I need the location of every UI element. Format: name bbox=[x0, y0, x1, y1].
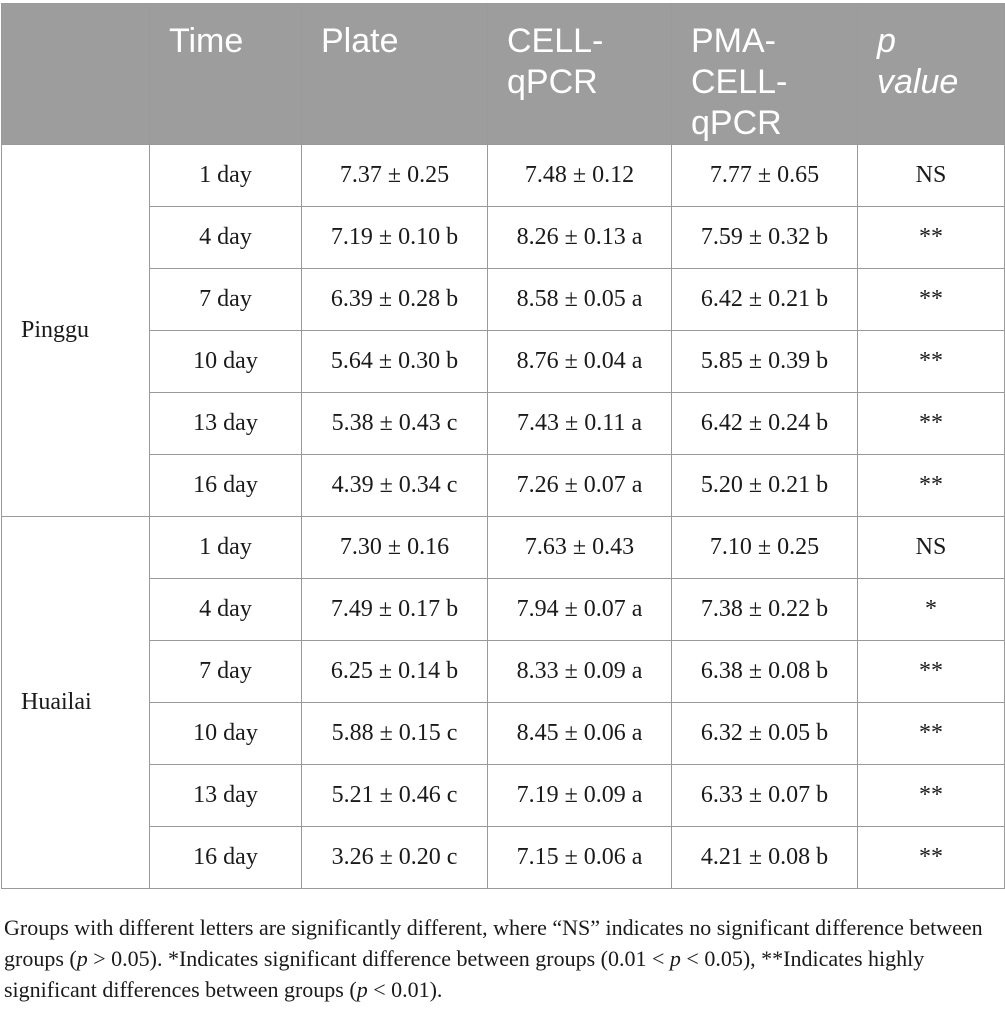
cell-p-value: NS bbox=[858, 145, 1005, 207]
cell-time: 1 day bbox=[150, 517, 302, 579]
table-row bbox=[2, 145, 1005, 207]
cell-pma-cell-qpcr: 7.59 ± 0.32 b bbox=[672, 207, 858, 269]
cell-location: Pinggu bbox=[2, 145, 150, 517]
cell-p-value: ** bbox=[858, 641, 1005, 703]
table-row bbox=[2, 827, 1005, 889]
table-row bbox=[2, 269, 1005, 331]
header-pma-line-3: qPCR bbox=[691, 104, 782, 142]
table-body bbox=[2, 145, 1005, 889]
cell-plate: 7.49 ± 0.17 b bbox=[302, 579, 488, 641]
footnote-text-4: < 0.01). bbox=[367, 977, 443, 1002]
table-row bbox=[2, 517, 1005, 579]
table-row bbox=[2, 765, 1005, 827]
cell-time: 1 day bbox=[150, 145, 302, 207]
footnote-text-1: Groups with different letters are significantly different, where “NS” indicates no significant difference between groups ( bbox=[4, 915, 983, 971]
cell-cell-qpcr: 8.26 ± 0.13 a bbox=[488, 207, 672, 269]
cell-time: 10 day bbox=[150, 331, 302, 393]
header-p-line-2: value bbox=[877, 63, 959, 101]
header-time: Time bbox=[150, 4, 302, 145]
cell-cell-qpcr: 7.19 ± 0.09 a bbox=[488, 765, 672, 827]
table-row bbox=[2, 455, 1005, 517]
header-cell-qpcr-line-1: CELL- bbox=[507, 22, 604, 60]
cell-plate: 5.88 ± 0.15 c bbox=[302, 703, 488, 765]
cell-pma-cell-qpcr: 4.21 ± 0.08 b bbox=[672, 827, 858, 889]
table-row bbox=[2, 393, 1005, 455]
header-p-value bbox=[858, 4, 1005, 145]
cell-cell-qpcr: 8.45 ± 0.06 a bbox=[488, 703, 672, 765]
cell-p-value: ** bbox=[858, 703, 1005, 765]
data-table bbox=[1, 3, 1005, 889]
cell-time: 4 day bbox=[150, 207, 302, 269]
header-cell-qpcr-line-2: qPCR bbox=[507, 63, 598, 101]
cell-p-value: ** bbox=[858, 765, 1005, 827]
cell-time: 16 day bbox=[150, 455, 302, 517]
header-p-line-1: p bbox=[877, 22, 896, 60]
cell-plate: 3.26 ± 0.20 c bbox=[302, 827, 488, 889]
footnote-p-symbol-3: p bbox=[356, 977, 368, 1002]
cell-cell-qpcr: 8.33 ± 0.09 a bbox=[488, 641, 672, 703]
header-pma-cell-qpcr bbox=[672, 4, 858, 145]
cell-cell-qpcr: 7.43 ± 0.11 a bbox=[488, 393, 672, 455]
header-location bbox=[2, 4, 150, 145]
footnote-p-symbol-2: p bbox=[669, 946, 681, 971]
table-row bbox=[2, 331, 1005, 393]
cell-p-value: ** bbox=[858, 393, 1005, 455]
cell-time: 10 day bbox=[150, 703, 302, 765]
cell-plate: 5.21 ± 0.46 c bbox=[302, 765, 488, 827]
table-row bbox=[2, 703, 1005, 765]
cell-time: 7 day bbox=[150, 641, 302, 703]
header-row bbox=[2, 4, 1005, 145]
header-cell-qpcr bbox=[488, 4, 672, 145]
cell-pma-cell-qpcr: 5.85 ± 0.39 b bbox=[672, 331, 858, 393]
cell-location: Huailai bbox=[2, 517, 150, 889]
cell-pma-cell-qpcr: 6.32 ± 0.05 b bbox=[672, 703, 858, 765]
header-pma-line-2: CELL- bbox=[691, 63, 788, 101]
cell-cell-qpcr: 7.26 ± 0.07 a bbox=[488, 455, 672, 517]
footnote-text-2: > 0.05). *Indicates significant difference between groups (0.01 < bbox=[87, 946, 670, 971]
footnote-p-symbol-1: p bbox=[76, 946, 88, 971]
table-row bbox=[2, 207, 1005, 269]
cell-plate: 7.19 ± 0.10 b bbox=[302, 207, 488, 269]
cell-plate: 7.37 ± 0.25 bbox=[302, 145, 488, 207]
cell-pma-cell-qpcr: 6.38 ± 0.08 b bbox=[672, 641, 858, 703]
footnote-text-3: < 0.05), **Indicates highly significant differences between groups ( bbox=[4, 946, 925, 1002]
cell-plate: 6.25 ± 0.14 b bbox=[302, 641, 488, 703]
cell-cell-qpcr: 8.76 ± 0.04 a bbox=[488, 331, 672, 393]
cell-cell-qpcr: 7.15 ± 0.06 a bbox=[488, 827, 672, 889]
cell-p-value: ** bbox=[858, 269, 1005, 331]
cell-time: 13 day bbox=[150, 393, 302, 455]
header-pma-line-1: PMA- bbox=[691, 22, 776, 60]
cell-time: 4 day bbox=[150, 579, 302, 641]
table-row bbox=[2, 579, 1005, 641]
cell-plate: 5.64 ± 0.30 b bbox=[302, 331, 488, 393]
cell-p-value: NS bbox=[858, 517, 1005, 579]
cell-pma-cell-qpcr: 6.33 ± 0.07 b bbox=[672, 765, 858, 827]
cell-pma-cell-qpcr: 7.77 ± 0.65 bbox=[672, 145, 858, 207]
cell-p-value: ** bbox=[858, 827, 1005, 889]
cell-plate: 4.39 ± 0.34 c bbox=[302, 455, 488, 517]
cell-time: 16 day bbox=[150, 827, 302, 889]
header-plate: Plate bbox=[302, 4, 488, 145]
cell-p-value: ** bbox=[858, 331, 1005, 393]
cell-p-value: * bbox=[858, 579, 1005, 641]
cell-time: 13 day bbox=[150, 765, 302, 827]
cell-plate: 7.30 ± 0.16 bbox=[302, 517, 488, 579]
cell-plate: 6.39 ± 0.28 b bbox=[302, 269, 488, 331]
cell-pma-cell-qpcr: 7.10 ± 0.25 bbox=[672, 517, 858, 579]
cell-time: 7 day bbox=[150, 269, 302, 331]
cell-cell-qpcr: 7.94 ± 0.07 a bbox=[488, 579, 672, 641]
table-row bbox=[2, 641, 1005, 703]
cell-pma-cell-qpcr: 6.42 ± 0.21 b bbox=[672, 269, 858, 331]
cell-p-value: ** bbox=[858, 207, 1005, 269]
cell-cell-qpcr: 8.58 ± 0.05 a bbox=[488, 269, 672, 331]
cell-plate: 5.38 ± 0.43 c bbox=[302, 393, 488, 455]
cell-pma-cell-qpcr: 6.42 ± 0.24 b bbox=[672, 393, 858, 455]
cell-cell-qpcr: 7.48 ± 0.12 bbox=[488, 145, 672, 207]
table-footnote bbox=[4, 912, 999, 1005]
cell-pma-cell-qpcr: 7.38 ± 0.22 b bbox=[672, 579, 858, 641]
cell-pma-cell-qpcr: 5.20 ± 0.21 b bbox=[672, 455, 858, 517]
cell-p-value: ** bbox=[858, 455, 1005, 517]
cell-cell-qpcr: 7.63 ± 0.43 bbox=[488, 517, 672, 579]
table-header bbox=[2, 4, 1005, 145]
